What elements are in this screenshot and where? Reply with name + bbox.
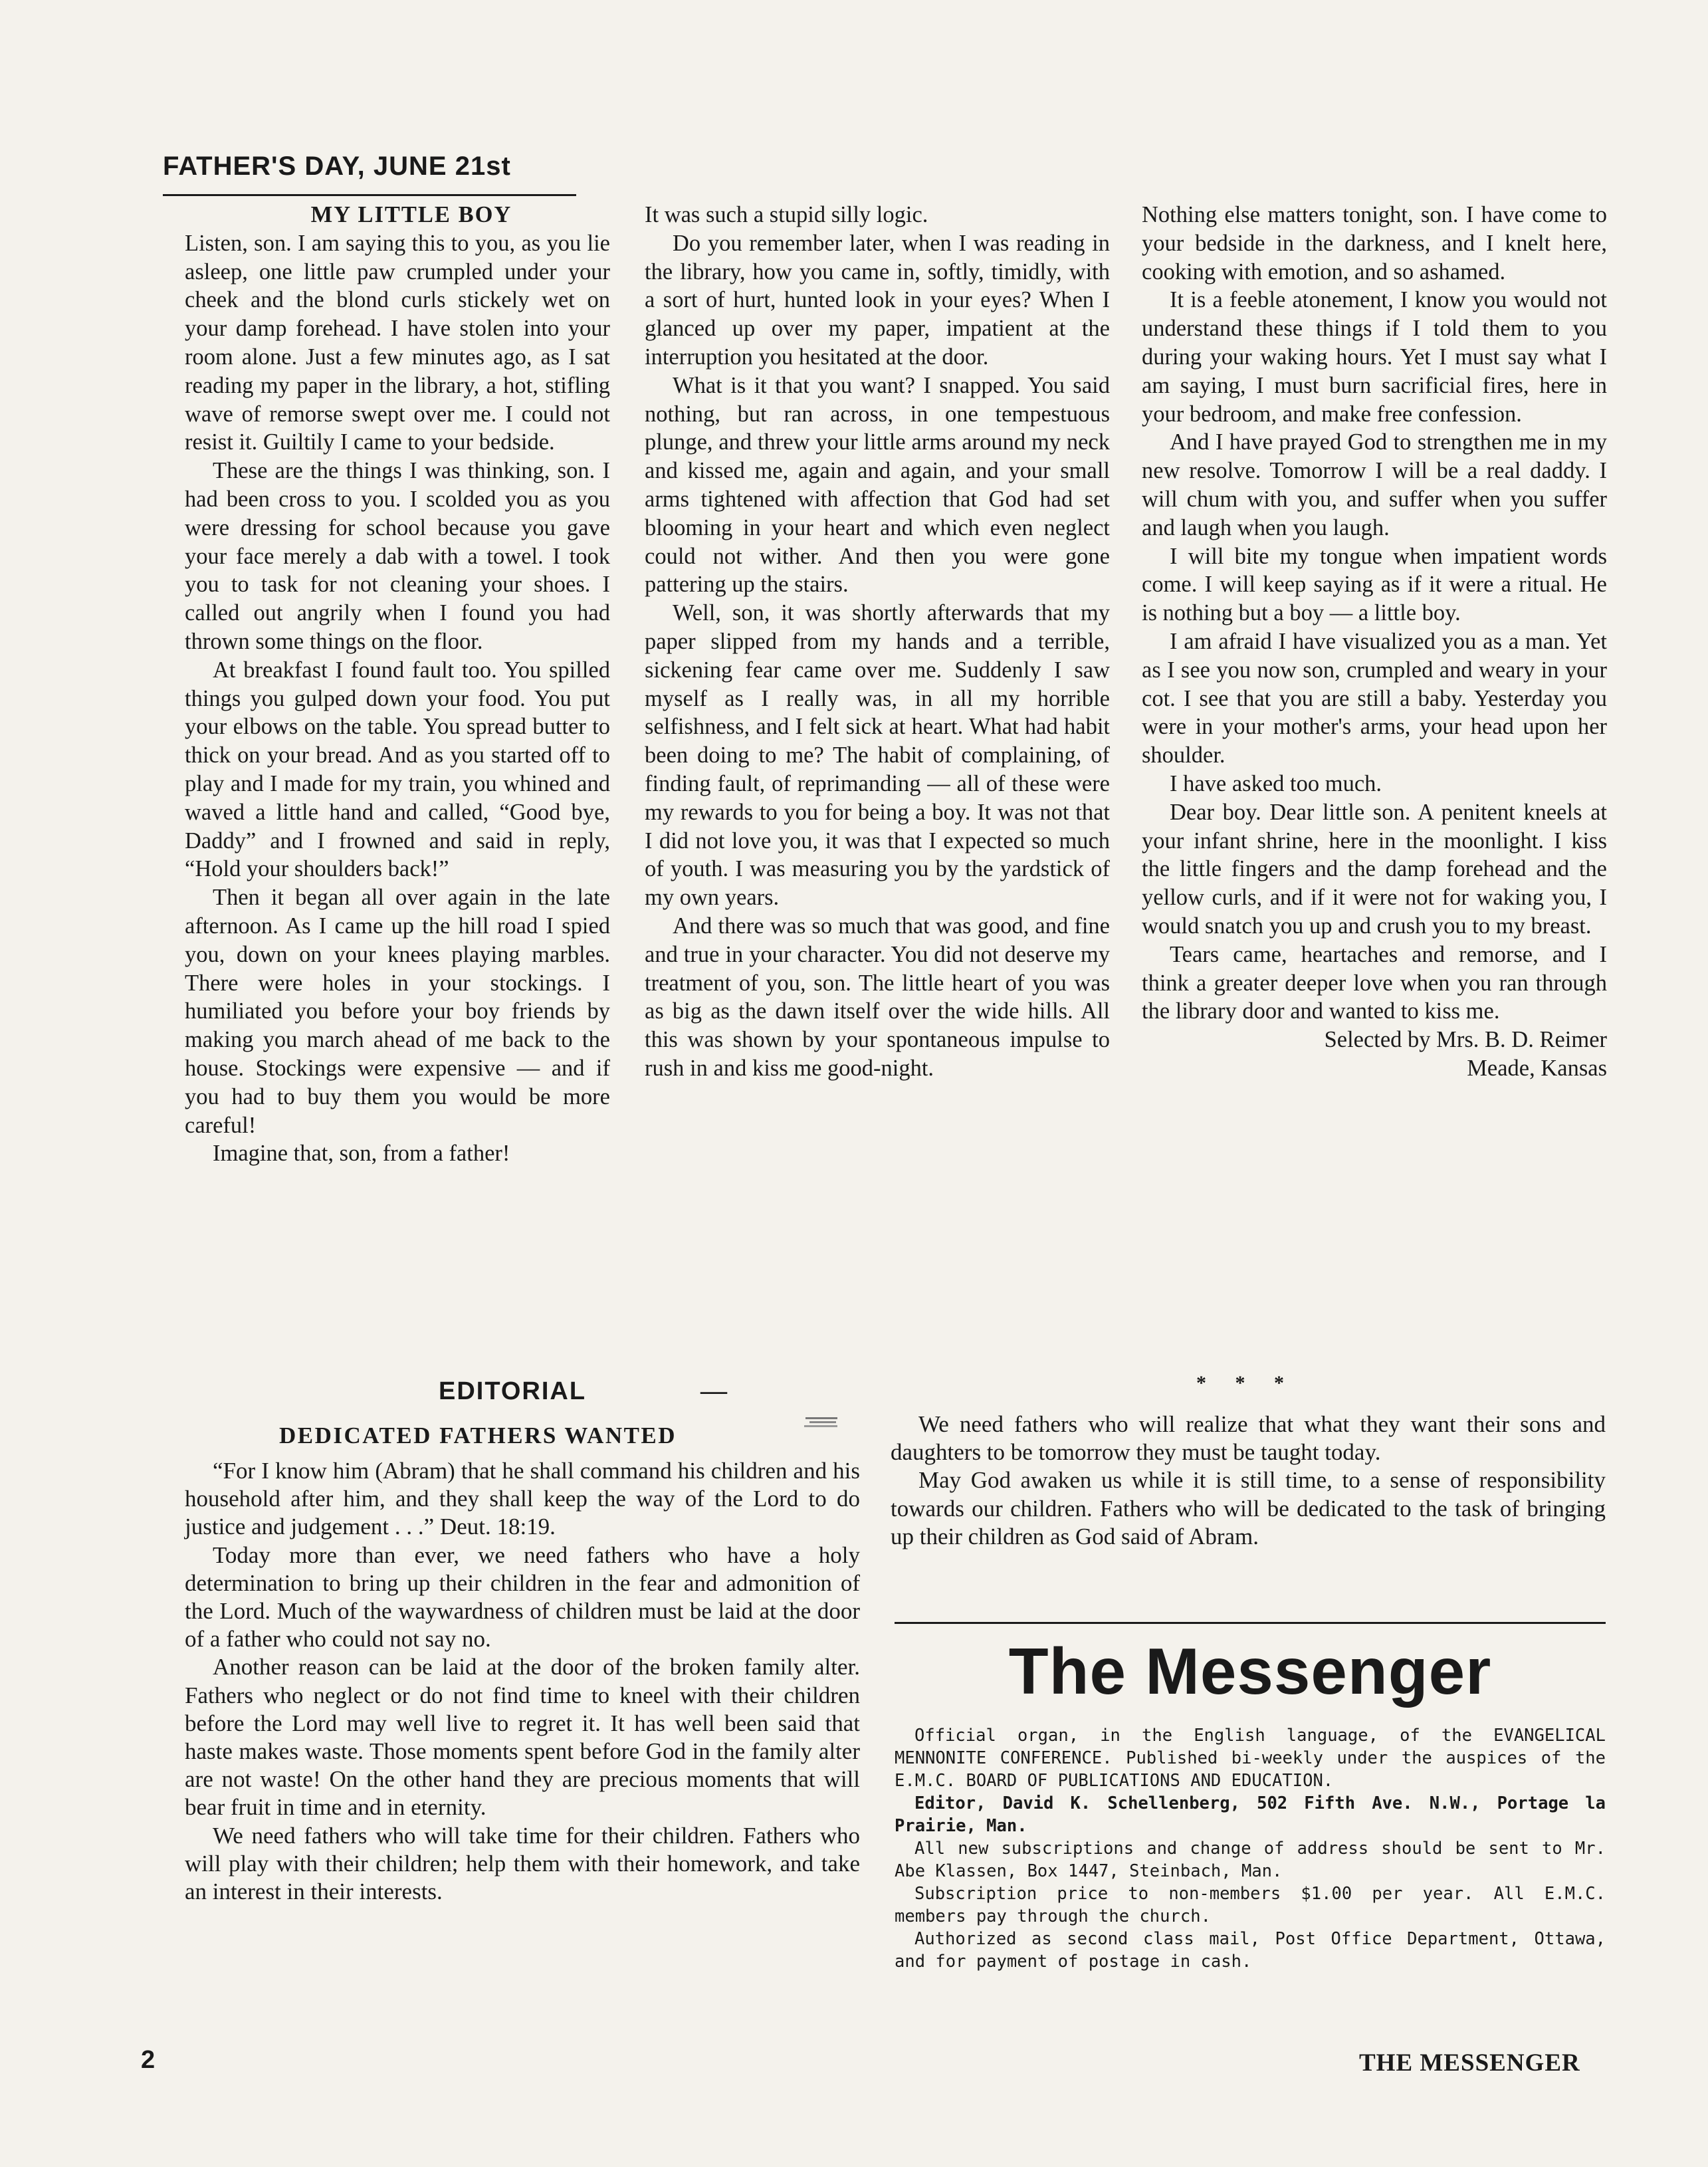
- masthead-info-price: Subscription price to non-members $1.00 per year. All E.M.C. members pay through the church.: [895, 1884, 1606, 1926]
- article-paragraph: I will bite my tongue when impatient words come. I will keep saying as if it were a ritual. He is nothing but a boy — a little boy.: [1142, 543, 1607, 626]
- article-paragraph: Do you remember later, when I was reading in the library, how you came in, softly, timidly, with a sort of hurt, hunted look in your eyes? When I glanced up over my paper, impatient at the interruption you hesitated at the door.: [645, 230, 1110, 370]
- editorial-paragraph: We need fathers who will realize that what they want their sons and daughters to be tomorrow they must be taught today.: [891, 1411, 1606, 1466]
- article-paragraph: And there was so much that was good, and fine and true in your character. You did not deserve my treatment of you, son. The little heart of you was as big as the dawn itself over the wide hills. All this was shown by your spontaneous impulse to rush in and kiss me good-night.: [645, 913, 1110, 1081]
- article-column-3: [1142, 201, 1607, 1083]
- article-paragraph: At breakfast I found fault too. You spilled things you gulped down your food. You put your elbows on the table. You spread butter to thick on your bread. And as you started off to play and I made for my train, you whined and waved a little hand and called, “Good bye, Daddy” and I frowned and said in reply, “Hold your shoulders back!”: [185, 657, 610, 882]
- signature-location: Meade, Kansas: [1467, 1055, 1607, 1081]
- article-paragraph: Listen, son. I am saying this to you, as you lie asleep, one little paw crumpled under your cheek and the blond curls stickely wet on your damp forehead. I have stolen into your room alone. Just a few minutes ago, as I sat reading my paper in the library, a hot, stifling wave of remorse swept over me. I could not resist it. Guiltily I came to your bedside.: [185, 230, 610, 455]
- editorial-paragraph: Another reason can be laid at the door of the broken family alter. Fathers who neglect or do not find time to kneel with their children before the Lord may well live to regret it. It has well been said that haste makes waste. Those moments spent before God in the family alter are not waste! On the other hand they are precious moments that will bear fruit in time and in eternity.: [185, 1654, 860, 1821]
- footer-publication: THE MESSENGER: [1359, 2049, 1580, 2077]
- article-paragraph: Well, son, it was shortly afterwards that my paper slipped from my hands and a terrible, sickening fear came over me. Suddenly I saw myself as I really was, in all my horrible selfishness, and I felt sick at heart. What had habit been doing to me? The habit of complaining, of finding fault, of reprimanding — all of these were my rewards to you for being a boy. It was not that I did not love you, it was that I expected so much of youth. I was measuring you by the yardstick of my own years.: [645, 600, 1110, 911]
- article-paragraph: I am afraid I have visualized you as a man. Yet as I see you now son, crumpled and weary in your cot. I see that you are still a baby. Yesterday you were in your mother's arms, your head upon her shoulder.: [1142, 628, 1607, 768]
- masthead-rule: [895, 1622, 1606, 1624]
- masthead-title: The Messenger: [1008, 1635, 1492, 1708]
- article-paragraph: And I have prayed God to strengthen me in my new resolve. Tomorrow I will be a real daddy. I will chum with you, and suffer when you suffer and laugh when you laugh.: [1142, 429, 1607, 540]
- article-column-1: [185, 201, 610, 1168]
- masthead-info-subscriptions: All new subscriptions and change of address should be sent to Mr. Abe Klassen, Box 1447, Steinbach, Man.: [895, 1839, 1606, 1881]
- article-paragraph: It was such a stupid silly logic.: [645, 202, 928, 227]
- signature-name: Selected by Mrs. B. D. Reimer: [1324, 1027, 1607, 1053]
- editorial-paragraph: May God awaken us while it is still time, to a sense of responsibility towards our children. Fathers who will be dedicated to the task of bringing up their children as God said of Abram.: [891, 1467, 1606, 1549]
- masthead-info-official: Official organ, in the English language, of the EVANGELICAL MENNONITE CONFERENCE. Published bi-weekly under the auspices of the E.M.C. BOARD OF PUBLICATIONS AND EDUCATION.: [895, 1726, 1606, 1791]
- editorial-paragraph: We need fathers who will take time for their children. Fathers who will play with their children; help them with their homework, and take an interest in their interests.: [185, 1822, 860, 1905]
- page-number: 2: [141, 2046, 156, 2074]
- masthead-info-editor: Editor, David K. Schellenberg, 502 Fifth Ave. N.W., Portage la Prairie, Man.: [895, 1793, 1606, 1836]
- editorial-subheading: DEDICATED FATHERS WANTED: [279, 1423, 677, 1448]
- editorial-dash: —: [700, 1375, 727, 1405]
- article-paragraph: These are the things I was thinking, son. I had been cross to you. I scolded you as you were dressing for school because you gave your face merely a dab with a towel. I took you to task for not cleaning your shoes. I called out angrily when I found you had thrown some things on the floor.: [185, 458, 610, 654]
- article-paragraph: Imagine that, son, from a father!: [213, 1141, 510, 1167]
- masthead-info: [895, 1724, 1606, 1973]
- editorial-heading: EDITORIAL: [439, 1377, 587, 1405]
- article-paragraph: I have asked too much.: [1170, 770, 1382, 796]
- editorial-column-2: [891, 1411, 1606, 1551]
- editorial-paragraph: Today more than ever, we need fathers who have a holy determination to bring up their children in the fear and admonition of the Lord. Much of the waywardness of children must be laid at the door of a father who could not say no.: [185, 1541, 860, 1653]
- section-separator: * * *: [1196, 1372, 1296, 1394]
- article-paragraph: It is a feeble atonement, I know you would not understand these things if I told them to you during your waking hours. Yet I must say what I am saying, I must burn sacrificial fires, here in your bedroom, and make free confession.: [1142, 287, 1607, 427]
- article-paragraph: Then it began all over again in the late afternoon. As I came up the hill road I spied you, down on your knees playing marbles. There were holes in your stockings. I humiliated you before your boy friends by making you march ahead of me back to the house. Stockings were expensive — and if you had to buy them you would be more careful!: [185, 885, 610, 1138]
- editorial-paragraph: “For I know him (Abram) that he shall command his children and his household after him, and they shall keep the way of the Lord to do justice and judgement . . .” Deut. 18:19.: [185, 1458, 860, 1540]
- editorial-column-1: [185, 1457, 860, 1906]
- article-column-2: [645, 201, 1110, 1083]
- article-title: MY LITTLE BOY: [310, 202, 512, 227]
- section-heading: FATHER'S DAY, JUNE 21st: [163, 152, 511, 181]
- article-paragraph: Nothing else matters tonight, son. I have come to your bedside in the darkness, and I knelt here, cooking with emotion, and so ashamed.: [1142, 202, 1607, 285]
- heading-rule: [163, 194, 576, 196]
- masthead-info-postage: Authorized as second class mail, Post Office Department, Ottawa, and for payment of postage in cash.: [895, 1929, 1606, 1972]
- article-paragraph: Dear boy. Dear little son. A penitent kneels at your infant shrine, here in the moonlight. I kiss the little fingers and the damp forehead and the yellow curls, and if it were not for waking you, I would snatch you up and crush you to my breast.: [1142, 799, 1607, 939]
- article-paragraph: What is it that you want? I snapped. You said nothing, but ran across, in one tempestuous plunge, and threw your little arms around my neck and kissed me, again and again, and your small arms tightened with affection that God had set blooming in your heart and which even neglect could not wither. And then you were gone pattering up the stairs.: [645, 372, 1110, 598]
- ink-mark: [803, 1415, 840, 1429]
- article-paragraph: Tears came, heartaches and remorse, and I think a greater deeper love when you ran through the library door and wanted to kiss me.: [1142, 941, 1607, 1024]
